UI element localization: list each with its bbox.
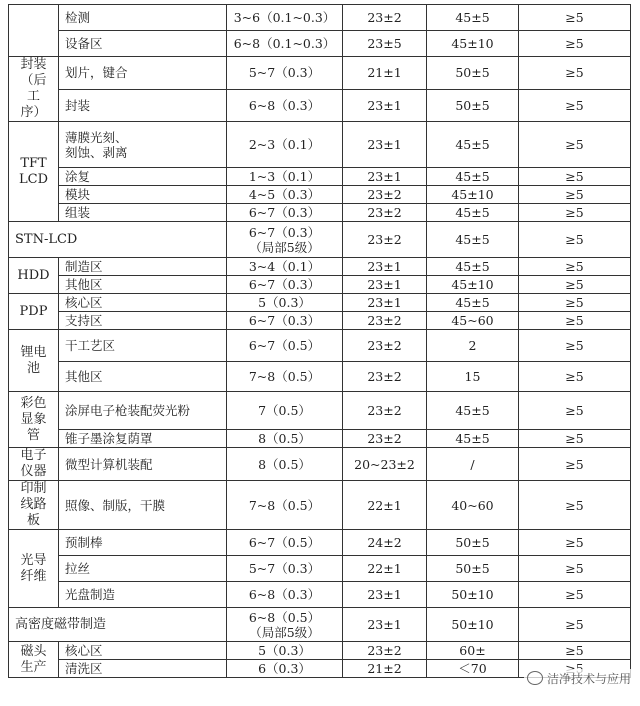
cleanliness-cell: 3~4（0.1）	[227, 258, 343, 276]
temperature-cell: 23±2	[343, 642, 427, 660]
temperature-cell: 23±1	[343, 168, 427, 186]
table-row	[9, 582, 631, 608]
pressure-cell: ≥5	[519, 258, 631, 276]
table-row	[9, 168, 631, 186]
table-row	[9, 294, 631, 312]
process-cell: 制造区	[59, 258, 227, 276]
category-cell: 印制 线路 板	[9, 481, 59, 530]
cleanliness-cell: 6~8（0.3）	[227, 582, 343, 608]
cleanliness-cell: 6~7（0.3）	[227, 312, 343, 330]
cleanliness-cell: 8（0.5）	[227, 448, 343, 481]
humidity-cell: 45±5	[427, 430, 519, 448]
process-cell: 划片，键合	[59, 57, 227, 90]
cleanliness-cell: 6~7（0.5）	[227, 330, 343, 362]
table-row	[9, 608, 631, 642]
humidity-cell: ＜70	[427, 660, 519, 678]
table-row	[9, 392, 631, 430]
pressure-cell: ≥5	[519, 430, 631, 448]
cleanliness-cell: 1~3（0.1）	[227, 168, 343, 186]
temperature-cell: 22±1	[343, 556, 427, 582]
process-cell: 组装	[59, 204, 227, 222]
humidity-cell: 45±10	[427, 186, 519, 204]
humidity-cell: 45±5	[427, 222, 519, 258]
humidity-cell: 50±10	[427, 608, 519, 642]
process-cell: 支持区	[59, 312, 227, 330]
table-row	[9, 330, 631, 362]
temperature-cell: 21±2	[343, 660, 427, 678]
humidity-cell: 50±5	[427, 89, 519, 122]
table-row	[9, 122, 631, 168]
process-cell: 检测	[59, 5, 227, 31]
process-cell: 薄膜光刻、 刻蚀、剥离	[59, 122, 227, 168]
table-row	[9, 430, 631, 448]
temperature-cell: 20~23±2	[343, 448, 427, 481]
table-row	[9, 642, 631, 660]
pressure-cell: ≥5	[519, 312, 631, 330]
table-row	[9, 312, 631, 330]
category-cell: 光导 纤维	[9, 530, 59, 608]
cleanliness-cell: 6~7（0.5）	[227, 530, 343, 556]
cleanliness-cell: 6~7（0.3） （局部5级）	[227, 222, 343, 258]
table-row	[9, 362, 631, 392]
humidity-cell: 15	[427, 362, 519, 392]
humidity-cell: 40~60	[427, 481, 519, 530]
process-cell: 其他区	[59, 362, 227, 392]
cleanliness-cell: 6~8（0.3）	[227, 89, 343, 122]
process-cell: 拉丝	[59, 556, 227, 582]
pressure-cell: ≥5	[519, 294, 631, 312]
table-row	[9, 57, 631, 90]
pressure-cell: ≥5	[519, 222, 631, 258]
temperature-cell: 21±1	[343, 57, 427, 90]
process-cell: 照像、制版，干膜	[59, 481, 227, 530]
cleanroom-spec-table	[8, 4, 631, 678]
humidity-cell: 45±5	[427, 294, 519, 312]
category-cell: TFT LCD	[9, 122, 59, 222]
temperature-cell: 22±1	[343, 481, 427, 530]
process-cell: 预制棒	[59, 530, 227, 556]
process-cell: 设备区	[59, 31, 227, 57]
process-cell: 其他区	[59, 276, 227, 294]
pressure-cell: ≥5	[519, 608, 631, 642]
category-cell: PDP	[9, 294, 59, 330]
temperature-cell: 23±2	[343, 430, 427, 448]
temperature-cell: 23±2	[343, 5, 427, 31]
table-row	[9, 5, 631, 31]
category-cell: 磁头 生产	[9, 642, 59, 678]
watermark: 洁净技术与应用	[524, 669, 634, 688]
temperature-cell: 23±1	[343, 294, 427, 312]
humidity-cell: 45±10	[427, 31, 519, 57]
process-cell: 涂屏电子枪装配荧光粉	[59, 392, 227, 430]
table-row	[9, 89, 631, 122]
table-row	[9, 31, 631, 57]
humidity-cell: 45±5	[427, 5, 519, 31]
cleanliness-cell: 7~8（0.5）	[227, 481, 343, 530]
pressure-cell: ≥5	[519, 362, 631, 392]
table-row	[9, 258, 631, 276]
process-cell: 锥子墨涂复荫罩	[59, 430, 227, 448]
pressure-cell: ≥5	[519, 330, 631, 362]
cleanliness-cell: 8（0.5）	[227, 430, 343, 448]
category-cell: 高密度磁带制造	[9, 608, 227, 642]
table-row	[9, 530, 631, 556]
temperature-cell: 23±2	[343, 222, 427, 258]
pressure-cell: ≥5	[519, 392, 631, 430]
category-cell: 电子 仪器	[9, 448, 59, 481]
humidity-cell: 45±5	[427, 392, 519, 430]
cleanliness-cell: 6~8（0.1~0.3）	[227, 31, 343, 57]
pressure-cell: ≥5	[519, 448, 631, 481]
process-cell: 光盘制造	[59, 582, 227, 608]
temperature-cell: 23±1	[343, 608, 427, 642]
table-row	[9, 222, 631, 258]
temperature-cell: 23±2	[343, 204, 427, 222]
cleanliness-cell: 3~6（0.1~0.3）	[227, 5, 343, 31]
cleanliness-cell: 4~5（0.3）	[227, 186, 343, 204]
cleanliness-cell: 2~3（0.1）	[227, 122, 343, 168]
process-cell: 清洗区	[59, 660, 227, 678]
pressure-cell: ≥5	[519, 122, 631, 168]
humidity-cell: 50±5	[427, 57, 519, 90]
temperature-cell: 23±2	[343, 330, 427, 362]
temperature-cell: 23±2	[343, 362, 427, 392]
humidity-cell: 45±5	[427, 204, 519, 222]
humidity-cell: 45±5	[427, 168, 519, 186]
category-cell: 锂电 池	[9, 330, 59, 392]
cleanliness-cell: 5（0.3）	[227, 294, 343, 312]
category-cell	[9, 5, 59, 57]
category-cell: STN-LCD	[9, 222, 227, 258]
temperature-cell: 23±2	[343, 186, 427, 204]
pressure-cell: ≥5	[519, 186, 631, 204]
process-cell: 涂复	[59, 168, 227, 186]
humidity-cell: 45~60	[427, 312, 519, 330]
temperature-cell: 23±1	[343, 258, 427, 276]
humidity-cell: 50±10	[427, 582, 519, 608]
pressure-cell: ≥5	[519, 57, 631, 90]
humidity-cell: 50±5	[427, 530, 519, 556]
table-row	[9, 204, 631, 222]
wechat-icon	[527, 671, 543, 685]
pressure-cell: ≥5	[519, 276, 631, 294]
pressure-cell: ≥5	[519, 31, 631, 57]
cleanliness-cell: 5~7（0.3）	[227, 57, 343, 90]
pressure-cell: ≥5	[519, 582, 631, 608]
table-row	[9, 186, 631, 204]
humidity-cell: 45±10	[427, 276, 519, 294]
temperature-cell: 24±2	[343, 530, 427, 556]
cleanliness-cell: 7（0.5）	[227, 392, 343, 430]
table-row	[9, 276, 631, 294]
temperature-cell: 23±1	[343, 122, 427, 168]
category-cell: HDD	[9, 258, 59, 294]
humidity-cell: 50±5	[427, 556, 519, 582]
temperature-cell: 23±1	[343, 276, 427, 294]
pressure-cell: ≥5	[519, 168, 631, 186]
process-cell: 模块	[59, 186, 227, 204]
process-cell: 干工艺区	[59, 330, 227, 362]
cleanliness-cell: 7~8（0.5）	[227, 362, 343, 392]
cleanliness-cell: 6（0.3）	[227, 660, 343, 678]
temperature-cell: 23±2	[343, 392, 427, 430]
table-row	[9, 556, 631, 582]
humidity-cell: 60±	[427, 642, 519, 660]
table-row	[9, 448, 631, 481]
pressure-cell: ≥5	[519, 642, 631, 660]
category-cell: 彩色 显象 管	[9, 392, 59, 448]
pressure-cell: ≥5	[519, 556, 631, 582]
pressure-cell: ≥5	[519, 89, 631, 122]
pressure-cell: ≥5	[519, 481, 631, 530]
humidity-cell: 45±5	[427, 258, 519, 276]
pressure-cell: ≥5	[519, 530, 631, 556]
cleanliness-cell: 6~7（0.3）	[227, 276, 343, 294]
temperature-cell: 23±1	[343, 582, 427, 608]
cleanliness-cell: 6~7（0.3）	[227, 204, 343, 222]
temperature-cell: 23±1	[343, 89, 427, 122]
process-cell: 核心区	[59, 642, 227, 660]
process-cell: 微型计算机装配	[59, 448, 227, 481]
table-row	[9, 481, 631, 530]
humidity-cell: 45±5	[427, 122, 519, 168]
category-cell: 封装 （后 工 序）	[9, 57, 59, 122]
cleanliness-cell: 6~8（0.5） （局部5级）	[227, 608, 343, 642]
humidity-cell: /	[427, 448, 519, 481]
process-cell: 封装	[59, 89, 227, 122]
cleanliness-cell: 5（0.3）	[227, 642, 343, 660]
process-cell: 核心区	[59, 294, 227, 312]
humidity-cell: 2	[427, 330, 519, 362]
cleanliness-cell: 5~7（0.3）	[227, 556, 343, 582]
temperature-cell: 23±2	[343, 312, 427, 330]
pressure-cell: ≥5	[519, 5, 631, 31]
temperature-cell: 23±5	[343, 31, 427, 57]
pressure-cell: ≥5	[519, 204, 631, 222]
